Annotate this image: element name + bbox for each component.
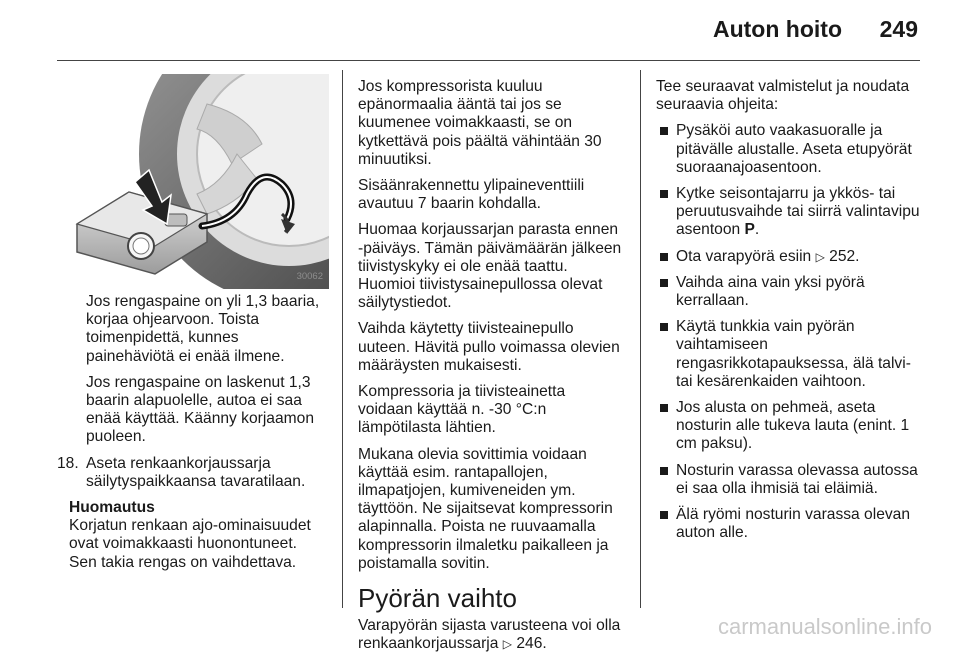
square-bullet-icon bbox=[660, 279, 668, 287]
list-item-text: Nosturin varassa olevassa autossa ei saa olla ihmisiä tai eläimiä. bbox=[676, 461, 918, 497]
para-temperature: Kompressoria ja tiivisteainetta voidaan käyttää n. -30 °C:n lämpötilasta lähtien. bbox=[358, 383, 566, 437]
column-divider-2 bbox=[640, 70, 641, 608]
square-bullet-icon bbox=[660, 467, 668, 475]
square-bullet-icon bbox=[660, 404, 668, 412]
compressor-illustration bbox=[57, 74, 329, 289]
square-bullet-icon bbox=[660, 323, 668, 331]
para-best-before: Huomaa korjaussarjan parasta ennen -päiväys. Tämän päivämäärän jälkeen tiivistyskyky ei ole enää taattu. Huomioi tiivistysainepullossa olevat säilytystiedot. bbox=[358, 221, 622, 312]
column-3 bbox=[656, 78, 922, 550]
list-item bbox=[656, 318, 922, 391]
step-number: 18. bbox=[57, 454, 79, 472]
list-item bbox=[656, 274, 922, 310]
para-replace-bottle: Vaihda käytetty tiivisteainepullo uuteen. Hävitä pullo voimassa olevien määräysten mukaisesti. bbox=[358, 320, 620, 374]
arrow-reference-icon: ▷ bbox=[502, 637, 512, 652]
list-item-text: Kytke seisontajarru ja ykkös- tai peruutusvaihde tai siirrä valintavipu asentoon bbox=[676, 185, 920, 239]
square-bullet-icon bbox=[660, 253, 668, 261]
header-title: Auton hoito bbox=[712, 16, 842, 42]
column-divider-1 bbox=[342, 70, 343, 608]
list-item-text: Vaihda aina vain yksi pyörä kerrallaan. bbox=[676, 273, 865, 310]
header-rule bbox=[57, 60, 920, 61]
step-18 bbox=[57, 455, 329, 491]
para-adapters: Mukana olevia sovittimia voidaan käyttää esim. rantapallojen, ilmapatjojen, kumiveneiden ym. täyttöön. Ne sijaitsevat kompressorin alapinnalla. Poista ne ruuvaamalla kompressorin ilmaletku paikalleen ja poistamalla sovitin. bbox=[358, 445, 613, 572]
square-bullet-icon bbox=[660, 127, 668, 135]
note-title: Huomautus bbox=[69, 499, 155, 517]
square-bullet-icon bbox=[660, 511, 668, 519]
list-item: Kytke seisontajarru ja ykkös- tai peruutusvaihde tai siirrä valintavipu asentoon P. bbox=[656, 185, 922, 240]
compressor-drawing bbox=[57, 74, 329, 289]
list-item bbox=[656, 248, 922, 266]
list-item bbox=[656, 462, 922, 498]
list-item bbox=[656, 399, 922, 454]
list-item-text: Jos alusta on pehmeä, aseta nosturin alle tukeva lauta (enint. 1 cm paksu). bbox=[676, 399, 910, 453]
note-text: Korjatun renkaan ajo-ominaisuudet ovat voimakkaasti huonontuneet. Sen takia rengas on vaihdettava. bbox=[69, 517, 311, 571]
note-block bbox=[57, 499, 329, 572]
list-item bbox=[656, 506, 922, 542]
para-spare-wheel-text: Varapyörän sijasta varusteena voi olla renkaankorjaussarja bbox=[358, 617, 621, 653]
page-reference-link[interactable]: 246. bbox=[516, 635, 547, 653]
page-reference-link[interactable]: 252. bbox=[829, 247, 860, 265]
step-text: Aseta renkaankorjaussarja säilytyspaikkaansa tavaratilaan. bbox=[86, 454, 306, 490]
para-pressure-high: Jos rengaspaine on yli 1,3 baaria, korjaa ohjearvoon. Toista toimenpidettä, kunnes painehäviötä ei enää ilmene. bbox=[86, 293, 320, 365]
square-bullet-icon bbox=[660, 190, 668, 198]
site-watermark: carmanualsonline.info bbox=[717, 614, 932, 639]
page-number: 249 bbox=[879, 16, 918, 42]
arrow-reference-icon: ▷ bbox=[815, 249, 825, 264]
list-item bbox=[656, 122, 922, 177]
column-2 bbox=[358, 78, 623, 661]
section-title: Pyörän vaihto bbox=[358, 583, 517, 614]
list-item-text: Älä ryömi nosturin varassa olevan auton alle. bbox=[676, 506, 911, 542]
column-1 bbox=[57, 74, 329, 572]
para-pressure-low: Jos rengaspaine on laskenut 1,3 baarin alapuolelle, autoa ei saa enää käyttää. Käänny korjaamon puoleen. bbox=[86, 373, 314, 446]
preparation-list bbox=[656, 122, 922, 542]
figure-id: 30062 bbox=[296, 270, 323, 282]
para-spare-wheel bbox=[358, 617, 623, 653]
para-valve: Sisäänrakennettu ylipaineventtiili avautuu 7 baarin kohdalla. bbox=[358, 177, 585, 213]
list-item-text: Käytä tunkkia vain pyörän vaihtamiseen rengasrikkotapauksessa, älä talvi- tai kesärenkaiden vaihtoon. bbox=[676, 318, 911, 390]
list-item-text: Pysäköi auto vaakasuoralle ja pitävälle alustalle. Aseta etupyörät suoraanajoasentoon. bbox=[676, 122, 912, 176]
page-header bbox=[0, 0, 960, 60]
para-compressor-noise: Jos kompressorista kuuluu epänormaalia ääntä tai jos se kuumenee voimakkaasti, se on kytkettävä pois päältä vähintään 30 minuutiksi. bbox=[358, 78, 602, 168]
gear-position-label: P bbox=[744, 221, 755, 239]
list-item-text: Ota varapyörä esiin bbox=[676, 247, 812, 265]
intro-text: Tee seuraavat valmistelut ja noudata seuraavia ohjeita: bbox=[656, 78, 910, 114]
